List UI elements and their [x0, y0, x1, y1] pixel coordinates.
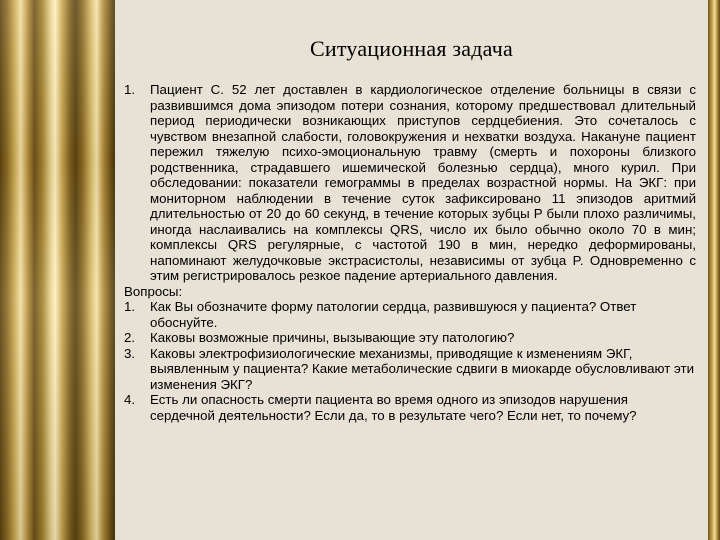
- question-text: Как Вы обозначите форму патологии сердца, развившуюся у пациента? Ответ обоснуйте.: [150, 299, 637, 330]
- page-title: Ситуационная задача: [310, 36, 513, 61]
- questions-heading: Вопросы:: [124, 283, 183, 299]
- question-number: 3.: [124, 345, 136, 361]
- case-number: 1.: [124, 82, 136, 97]
- decorative-gold-edge: [708, 0, 720, 540]
- question-text: Есть ли опасность смерти пациента во время одного из эпизодов нарушения сердечной деятельности? Если да, то в результате чего? Если нет, то почему?: [150, 392, 637, 423]
- question-item: [124, 299, 696, 330]
- slide-body: [124, 82, 696, 423]
- question-number: 2.: [124, 330, 136, 345]
- question-item: [124, 346, 696, 393]
- case-item: [124, 82, 696, 284]
- question-number: 1.: [124, 299, 136, 314]
- question-number: 4.: [124, 392, 136, 407]
- case-text: Пациент С. 52 лет доставлен в кардиологическое отделение больницы в связи с развившимся дома эпизодом потери сознания, которому предшествовал длительный период периодически возникающих приступов сердцебиения. Это сочеталось с чувством внезапной слабости, головокружения и нехватки воздуха. Накануне пациент пережил тяжелую психо-эмоциональную травму (смерть и похороны близкого родственника, страдавшего ишемической болезнью сердца), много курил. При обследовании: показатели гемограммы в пределах возрастной нормы. На ЭКГ: при мониторном наблюдении в течение суток зафиксировано 11 эпизодов аритмий длительностью от 20 до 60 секунд, в течение которых зубцы P были плохо различимы, иногда наслаивались на комплексы QRS, число их было обычно около 70 в мин; комплексы QRS регулярные, с частотой 190 в мин, нередко деформированы, напоминают желудочковые экстрасистолы, независимы от зубца P. Одновременно с этим регистрировалось резкое падение артериального давления.: [150, 82, 696, 283]
- question-item: [124, 392, 696, 423]
- question-item: [124, 330, 696, 346]
- decorative-gold-band: [0, 0, 115, 540]
- question-text: Каковы возможные причины, вызывающие эту патологию?: [150, 330, 515, 345]
- question-text: Каковы электрофизиологические механизмы, приводящие к изменениям ЭКГ, выявленным у пациента? Какие метаболические сдвиги в миокарде обусловливают эти изменения ЭКГ?: [150, 345, 695, 392]
